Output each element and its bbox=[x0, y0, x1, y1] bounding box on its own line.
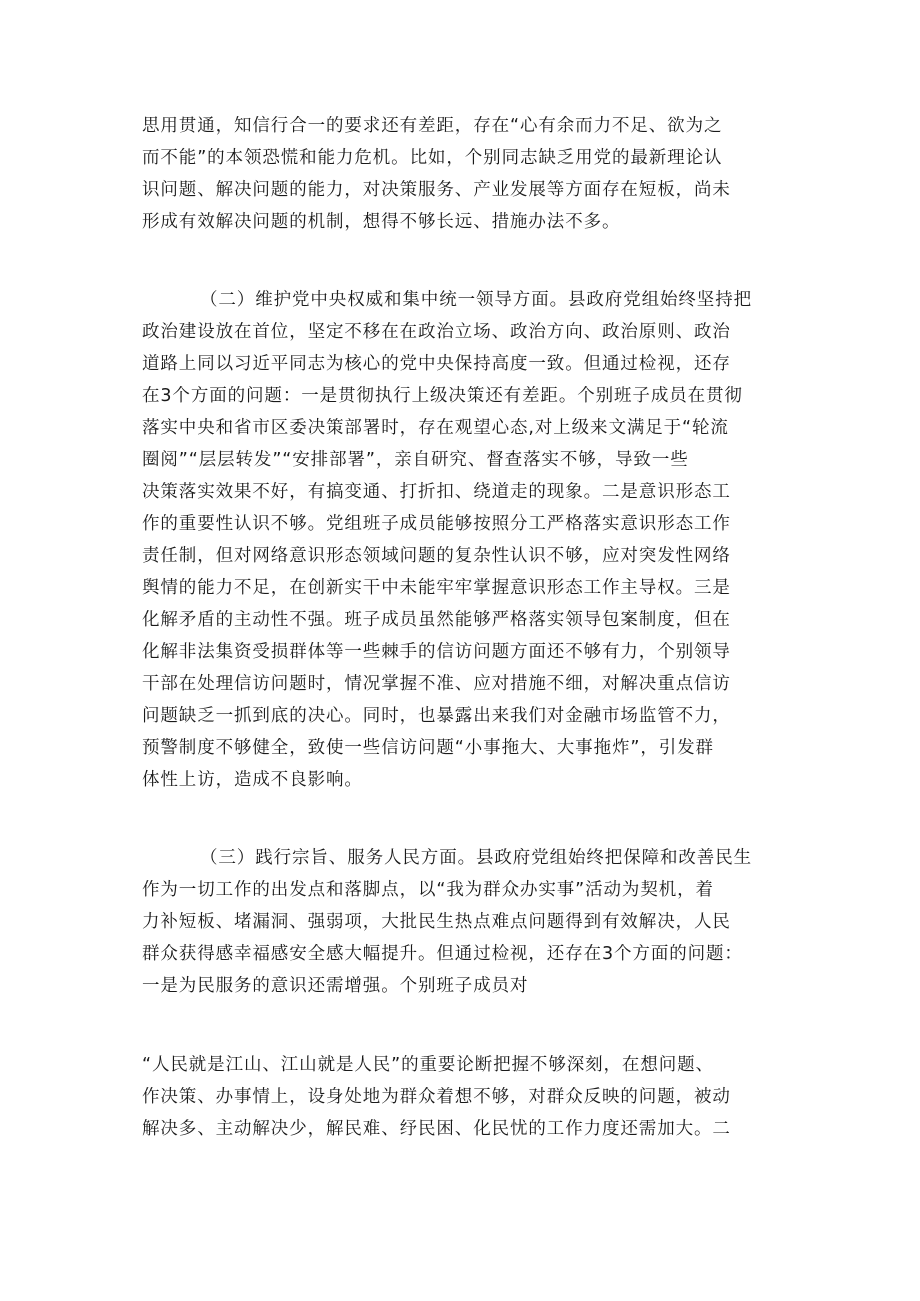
paragraph-3-line-2: 作为一切工作的出发点和落脚点，以“我为群众办实事”活动为契机，着 bbox=[142, 880, 714, 900]
paragraph-2-line-3: 道路上同以习近平同志为核心的党中央保持高度一致。但通过检视，还存 bbox=[142, 354, 731, 374]
paragraph-1-line-4: 形成有效解决问题的机制，想得不够长远、措施办法不多。 bbox=[142, 212, 621, 232]
paragraph-4-line-2: 作决策、办事情上，设身处地为群众着想不够，对群众反映的问题，被动 bbox=[142, 1087, 731, 1107]
paragraph-3-line-5: 一是为民服务的意识还需增强。个别班子成员对 bbox=[142, 976, 529, 996]
paragraph-3-line-1: （三）践行宗旨、服务人民方面。县政府党组始终把保障和改善民生 bbox=[200, 848, 752, 868]
paragraph-2-line-2: 政治建设放在首位，坚定不移在在政治立场、政治方向、政治原则、政治 bbox=[142, 322, 731, 342]
paragraph-2-line-4: 在3个方面的问题：一是贯彻执行上级决策还有差距。个别班子成员在贯彻 bbox=[142, 386, 743, 406]
paragraph-3-line-4: 群众获得感幸福感安全感大幅提升。但通过检视，还存在3个方面的问题： bbox=[142, 944, 743, 964]
paragraph-2-line-15: 预警制度不够健全，致使一些信访问题“小事拖大、大事拖炸”，引发群 bbox=[142, 738, 714, 758]
paragraph-2-line-13: 干部在处理信访问题时，情况掌握不准、应对措施不细，对解决重点信访 bbox=[142, 674, 731, 694]
paragraph-4-line-1: “人民就是江山、江山就是人民”的重要论断把握不够深刻，在想问题、 bbox=[142, 1055, 714, 1075]
paragraph-2-line-6: 圈阅”“层层转发”“安排部署”，亲自研究、督查落实不够，导致一些 bbox=[142, 450, 689, 470]
paragraph-2-line-16: 体性上访，造成不良影响。 bbox=[142, 770, 363, 790]
paragraph-1-line-1: 思用贯通，知信行合一的要求还有差距，存在“心有余而力不足、欲为之 bbox=[142, 116, 723, 136]
paragraph-2-line-1: （二）维护党中央权威和集中统一领导方面。县政府党组始终坚持把 bbox=[200, 290, 752, 310]
paragraph-2-line-9: 责任制，但对网络意识形态领域问题的复杂性认识不够，应对突发性网络 bbox=[142, 546, 731, 566]
paragraph-4-line-3: 解决多、主动解决少，解民难、纾民困、化民忧的工作力度还需加大。二 bbox=[142, 1119, 731, 1139]
paragraph-3-line-3: 力补短板、堵漏洞、强弱项，大批民生热点难点问题得到有效解决，人民 bbox=[142, 912, 731, 932]
paragraph-2-line-10: 舆情的能力不足，在创新实干中未能牢牢掌握意识形态工作主导权。三是 bbox=[142, 578, 731, 598]
paragraph-2-line-5: 落实中央和省市区委决策部署时，存在观望心态,对上级来文满足于“轮流 bbox=[142, 418, 729, 438]
paragraph-2-line-11: 化解矛盾的主动性不强。班子成员虽然能够严格落实领导包案制度，但在 bbox=[142, 610, 731, 630]
paragraph-2-line-12: 化解非法集资受损群体等一些棘手的信访问题方面还不够有力，个别领导 bbox=[142, 642, 731, 662]
paragraph-1-line-2: 而不能”的本领恐慌和能力危机。比如，个别同志缺乏用党的最新理论认 bbox=[142, 148, 723, 168]
paragraph-1-line-3: 识问题、解决问题的能力，对决策服务、产业发展等方面存在短板，尚未 bbox=[142, 180, 731, 200]
paragraph-2-line-8: 作的重要性认识不够。党组班子成员能够按照分工严格落实意识形态工作 bbox=[142, 514, 731, 534]
paragraph-2-line-7: 决策落实效果不好，有搞变通、打折扣、绕道走的现象。二是意识形态工 bbox=[142, 482, 731, 502]
paragraph-2-line-14: 问题缺乏一抓到底的决心。同时，也暴露出来我们对金融市场监管不力， bbox=[142, 706, 731, 726]
